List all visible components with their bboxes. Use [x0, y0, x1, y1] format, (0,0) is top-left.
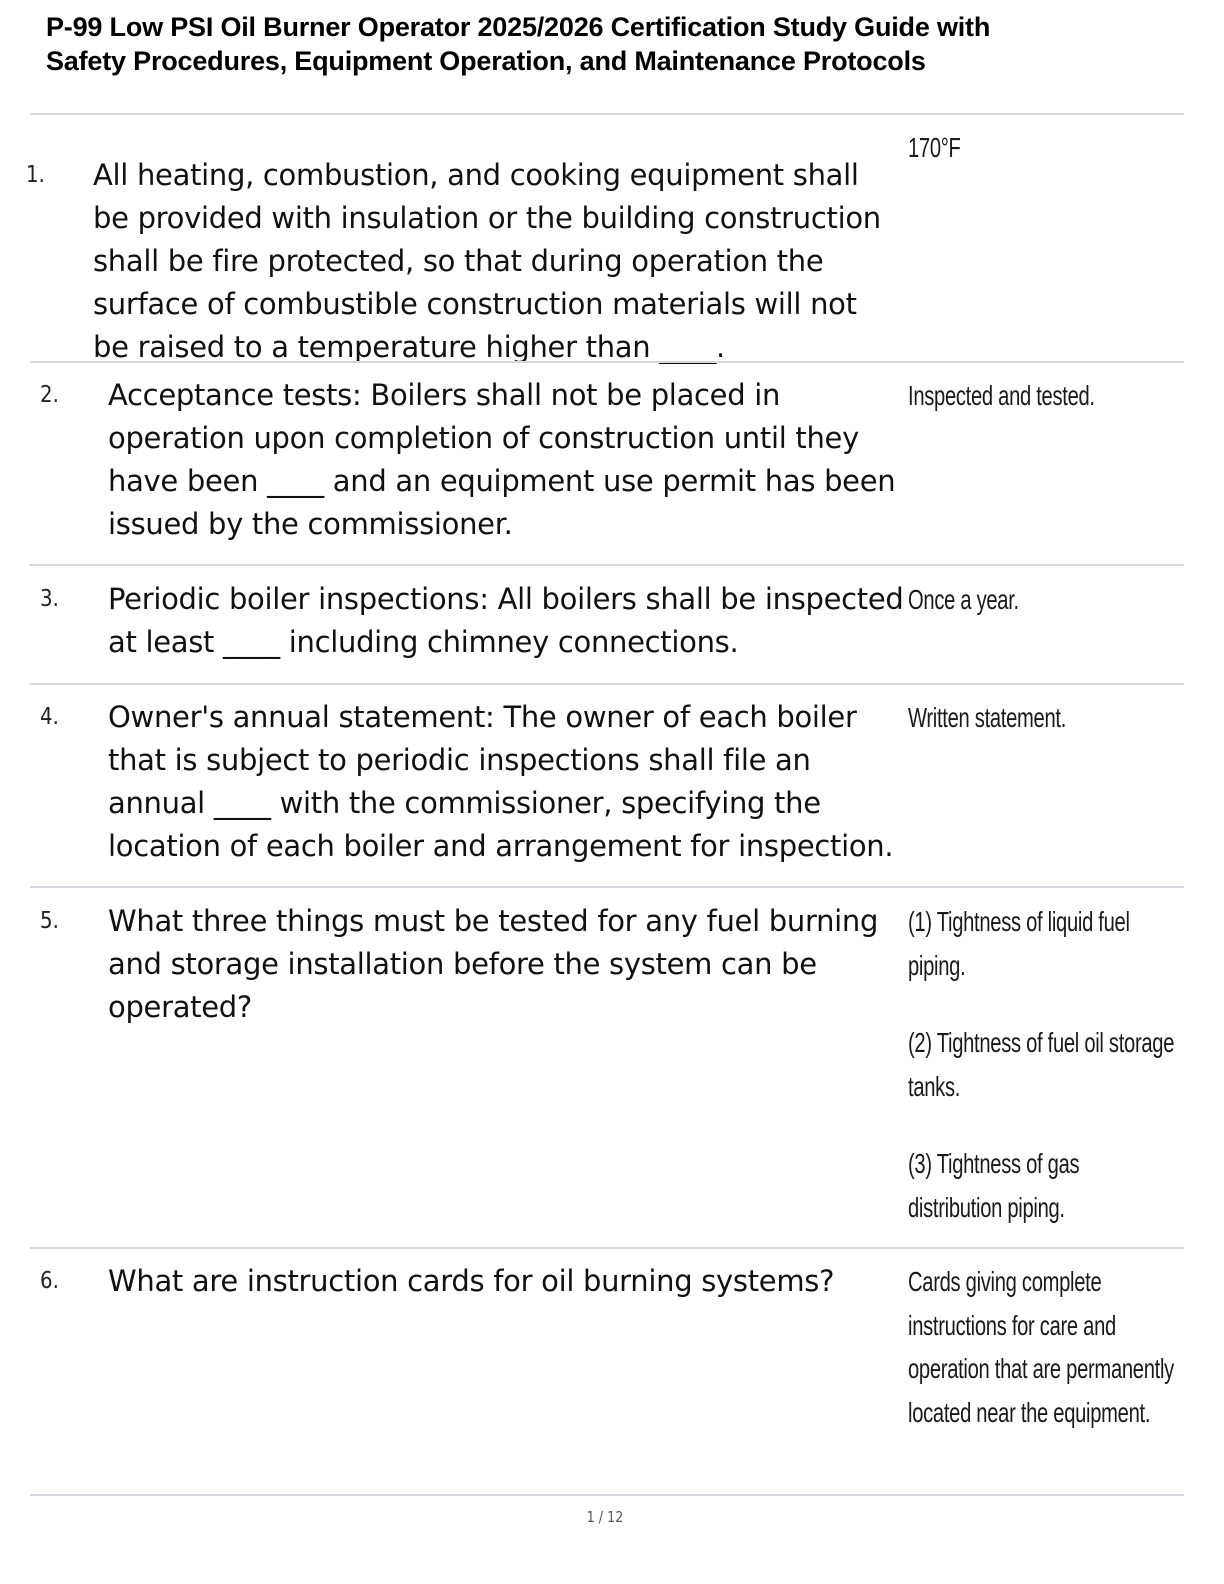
answer-line: (2) Tightness of fuel oil storage tanks. — [908, 1027, 1175, 1102]
answer-line: Inspected and tested. — [908, 380, 1095, 411]
divider — [30, 1247, 1184, 1249]
answer-line: Once a year. — [908, 584, 1019, 615]
answer-text — [908, 1260, 1174, 1434]
question-text: What three things must be tested for any fuel burning and storage installation before the system can be operated? — [108, 904, 879, 1024]
divider — [30, 113, 1184, 115]
divider — [30, 564, 1184, 566]
divider — [30, 886, 1184, 888]
document-title-line-2: Safety Procedures, Equipment Operation, and Maintenance Protocols — [46, 46, 926, 76]
question-number: 1. — [26, 162, 45, 188]
question-text: All heating, combustion, and cooking equipment shall be provided with insulation or the building construction shall be fire protected, so that during operation the surface of combustible construction materials will not be raised to a temperature higher than ____. — [93, 158, 881, 364]
question-number: 5. — [40, 908, 59, 934]
answer-text — [908, 126, 1174, 170]
question-number: 3. — [40, 586, 59, 612]
answer-line: (3) Tightness of gas distribution piping. — [908, 1148, 1080, 1223]
question-text: What are instruction cards for oil burning systems? — [108, 1264, 835, 1298]
answer-text — [908, 578, 1174, 622]
answer-line: (1) Tightness of liquid fuel piping. — [908, 906, 1130, 981]
answer-line: 170°F — [908, 132, 961, 163]
answer-line: Cards giving complete instructions for care and operation that are permanently located near the equipment. — [908, 1266, 1174, 1428]
divider — [30, 361, 1184, 363]
answer-line: Written statement. — [908, 702, 1067, 733]
answer-text — [908, 374, 1174, 418]
question-number: 4. — [40, 704, 59, 730]
divider — [30, 1494, 1184, 1496]
question-number: 2. — [40, 382, 59, 408]
question-text: Acceptance tests: Boilers shall not be placed in operation upon completion of construction until they have been ____ and an equipment use permit has been issued by the commissioner. — [108, 378, 896, 541]
document-title-line-1: P-99 Low PSI Oil Burner Operator 2025/2026 Certification Study Guide with — [46, 12, 991, 42]
answer-text — [908, 900, 1174, 1229]
question-text: Owner's annual statement: The owner of each boiler that is subject to periodic inspections shall file an annual ____ with the commissioner, specifying the location of each boiler and arrangement for inspection. — [108, 700, 894, 863]
page-number: 1 / 12 — [586, 1508, 624, 1526]
document-title — [46, 10, 1166, 78]
divider — [30, 683, 1184, 685]
answer-text — [908, 696, 1174, 740]
question-number: 6. — [40, 1268, 59, 1294]
question-text: Periodic boiler inspections: All boilers shall be inspected at least ____ including chimney connections. — [108, 582, 904, 659]
